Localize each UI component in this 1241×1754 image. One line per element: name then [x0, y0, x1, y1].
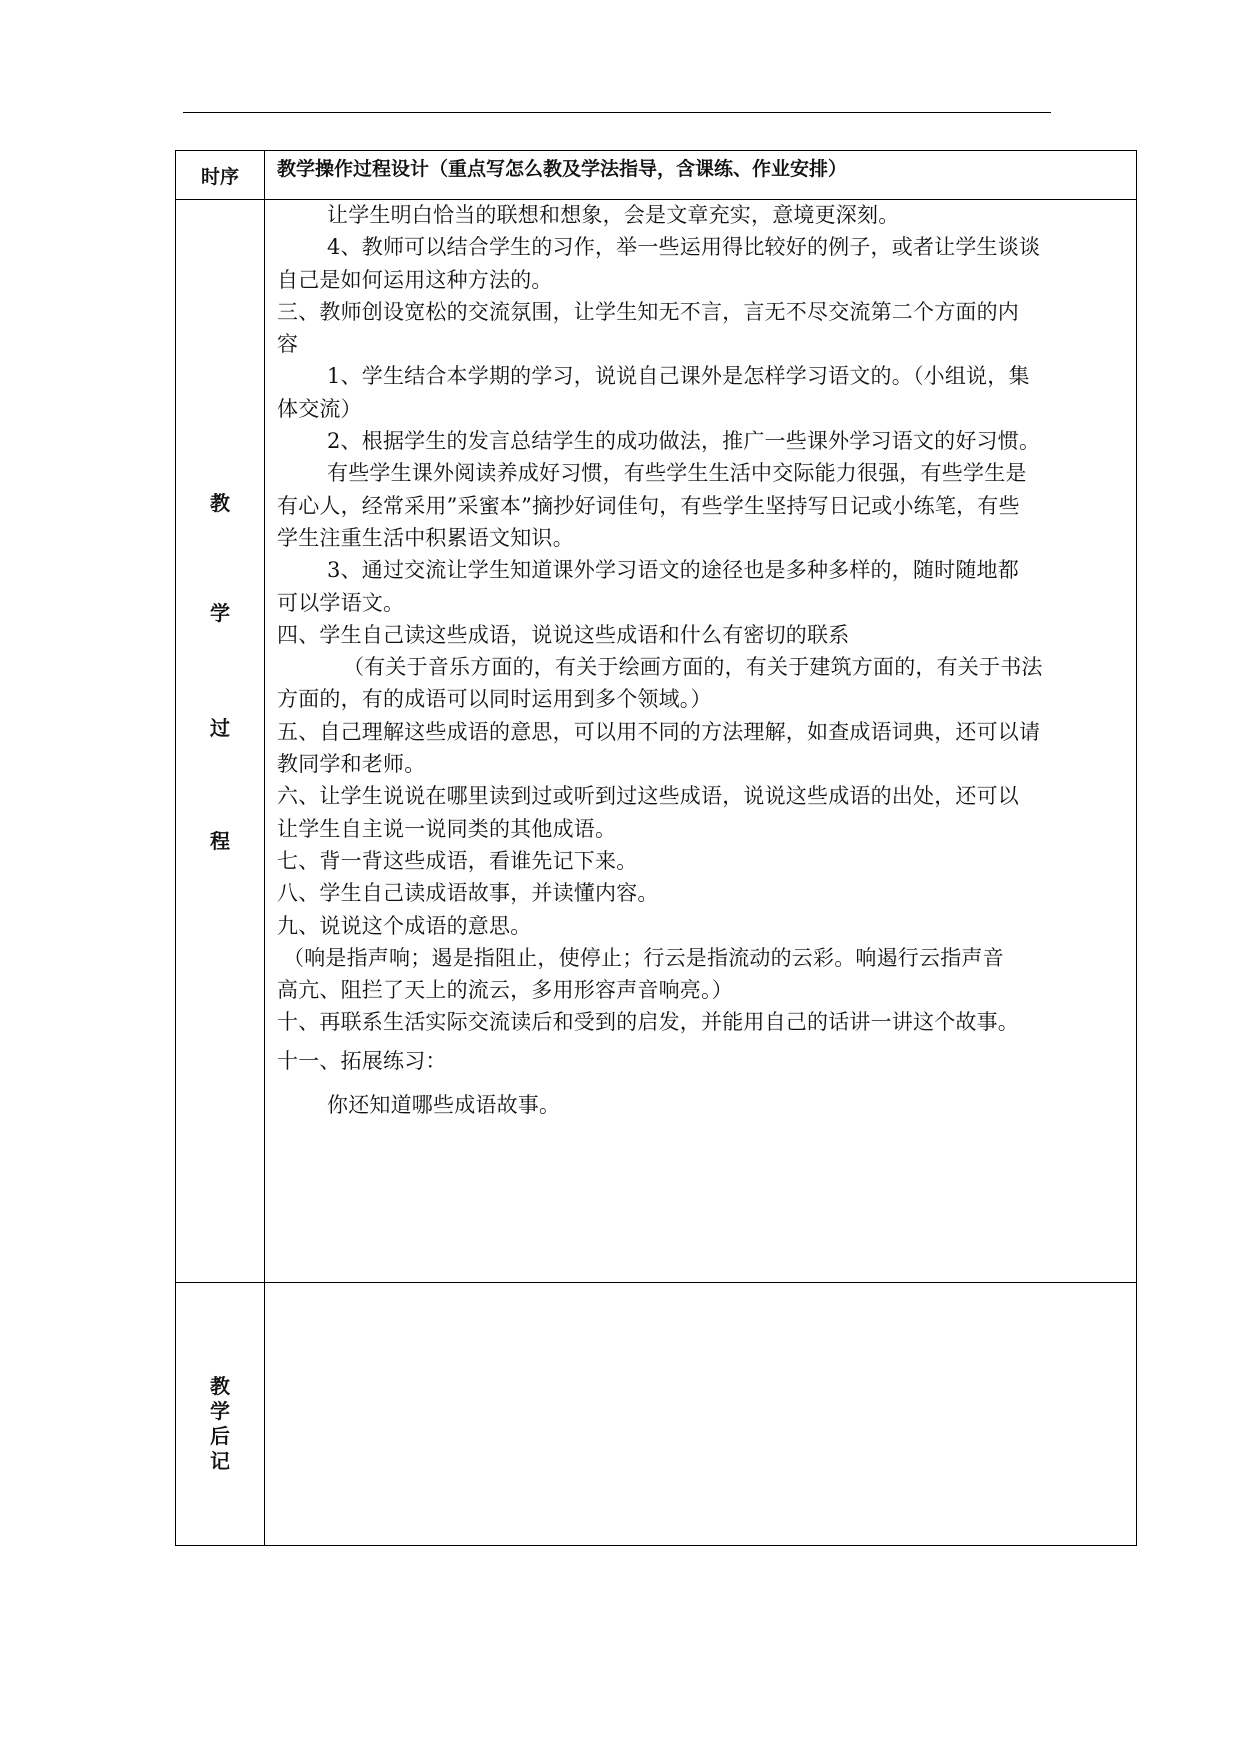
content-line: 有些学生课外阅读养成好习惯，有些学生生活中交际能力很强，有些学生是 — [327, 461, 1027, 486]
content-line: 教同学和老师。 — [277, 752, 426, 777]
content-line: 五、自己理解这些成语的意思，可以用不同的方法理解，如查成语词典，还可以请 — [277, 719, 1041, 744]
side-label-char: 教 — [210, 491, 230, 515]
content-line: 方面的，有的成语可以同时运用到多个领域。） — [277, 687, 712, 712]
side-label-char: 程 — [210, 829, 230, 853]
content-line: 4、教师可以结合学生的习作，举一些运用得比较好的例子，或者让学生谈谈 — [327, 235, 1041, 260]
content-line: （有关于音乐方面的，有关于绘画方面的，有关于建筑方面的，有关于书法 — [343, 655, 1043, 680]
content-line: 容 — [277, 332, 299, 357]
postnote-label-char: 记 — [210, 1449, 230, 1473]
content-line: 自己是如何运用这种方法的。 — [277, 267, 553, 292]
content-line: 让学生自主说一说同类的其他成语。 — [277, 816, 617, 841]
content-line: 四、学生自己读这些成语，说说这些成语和什么有密切的联系 — [277, 622, 850, 647]
content-line: 学生注重生活中积累语文知识。 — [277, 525, 574, 550]
content-line: 你还知道哪些成语故事。 — [327, 1093, 561, 1118]
content-line: 可以学语文。 — [277, 590, 405, 615]
content-line: 十、再联系生活实际交流读后和受到的启发，并能用自己的话讲一讲这个故事。 — [277, 1010, 1019, 1035]
header-time-order: 时序 — [200, 165, 239, 188]
content-line: 体交流） — [277, 396, 362, 421]
content-line: 三、教师创设宽松的交流氛围，让学生知无不言，言无不尽交流第二个方面的内 — [277, 299, 1019, 324]
content-line: 八、学生自己读成语故事，并读懂内容。 — [277, 881, 659, 906]
side-label-char: 过 — [210, 716, 230, 740]
content-line: （响是指声响；遏是指阻止，使停止；行云是指流动的云彩。响遏行云指声音 — [283, 945, 1004, 970]
column-divider — [264, 151, 265, 1545]
content-line: 七、背一背这些成语，看谁先记下来。 — [277, 848, 638, 873]
content-line: 六、让学生说说在哪里读到过或听到过这些成语，说说这些成语的出处，还可以 — [277, 784, 1019, 809]
content-line: 高亢、阻拦了天上的流云，多用形容声音响亮。） — [277, 978, 733, 1003]
header-process-design: 教学操作过程设计（重点写怎么教及学法指导，含课练、作业安排） — [277, 158, 848, 180]
content-line: 1、学生结合本学期的学习，说说自己课外是怎样学习语文的。（小组说，集 — [327, 364, 1030, 389]
content-line: 九、说说这个成语的意思。 — [277, 913, 532, 938]
content-line: 有心人，经常采用”采蜜本”摘抄好词佳句，有些学生坚持写日记或小练笔，有些 — [277, 493, 1020, 518]
postnote-label-char: 教 — [210, 1374, 230, 1398]
page-header-rule — [183, 112, 1051, 113]
lesson-plan-table — [175, 150, 1137, 1546]
content-line: 让学生明白恰当的联想和想象，会是文章充实，意境更深刻。 — [327, 203, 900, 227]
side-label-char: 学 — [210, 601, 230, 625]
postnote-label — [176, 1374, 264, 1474]
postnote-label-char: 学 — [210, 1399, 230, 1423]
content-line: 3、通过交流让学生知道课外学习语文的途径也是多种多样的，随时随地都 — [327, 558, 1019, 583]
content-line: 2、根据学生的发言总结学生的成功做法，推广一些课外学习语文的好习惯。 — [327, 429, 1041, 454]
postnote-label-char: 后 — [210, 1424, 230, 1448]
teaching-process-content — [277, 199, 1129, 1121]
content-line: 十一、拓展练习： — [277, 1048, 447, 1073]
postnote-row-divider — [176, 1282, 1136, 1283]
